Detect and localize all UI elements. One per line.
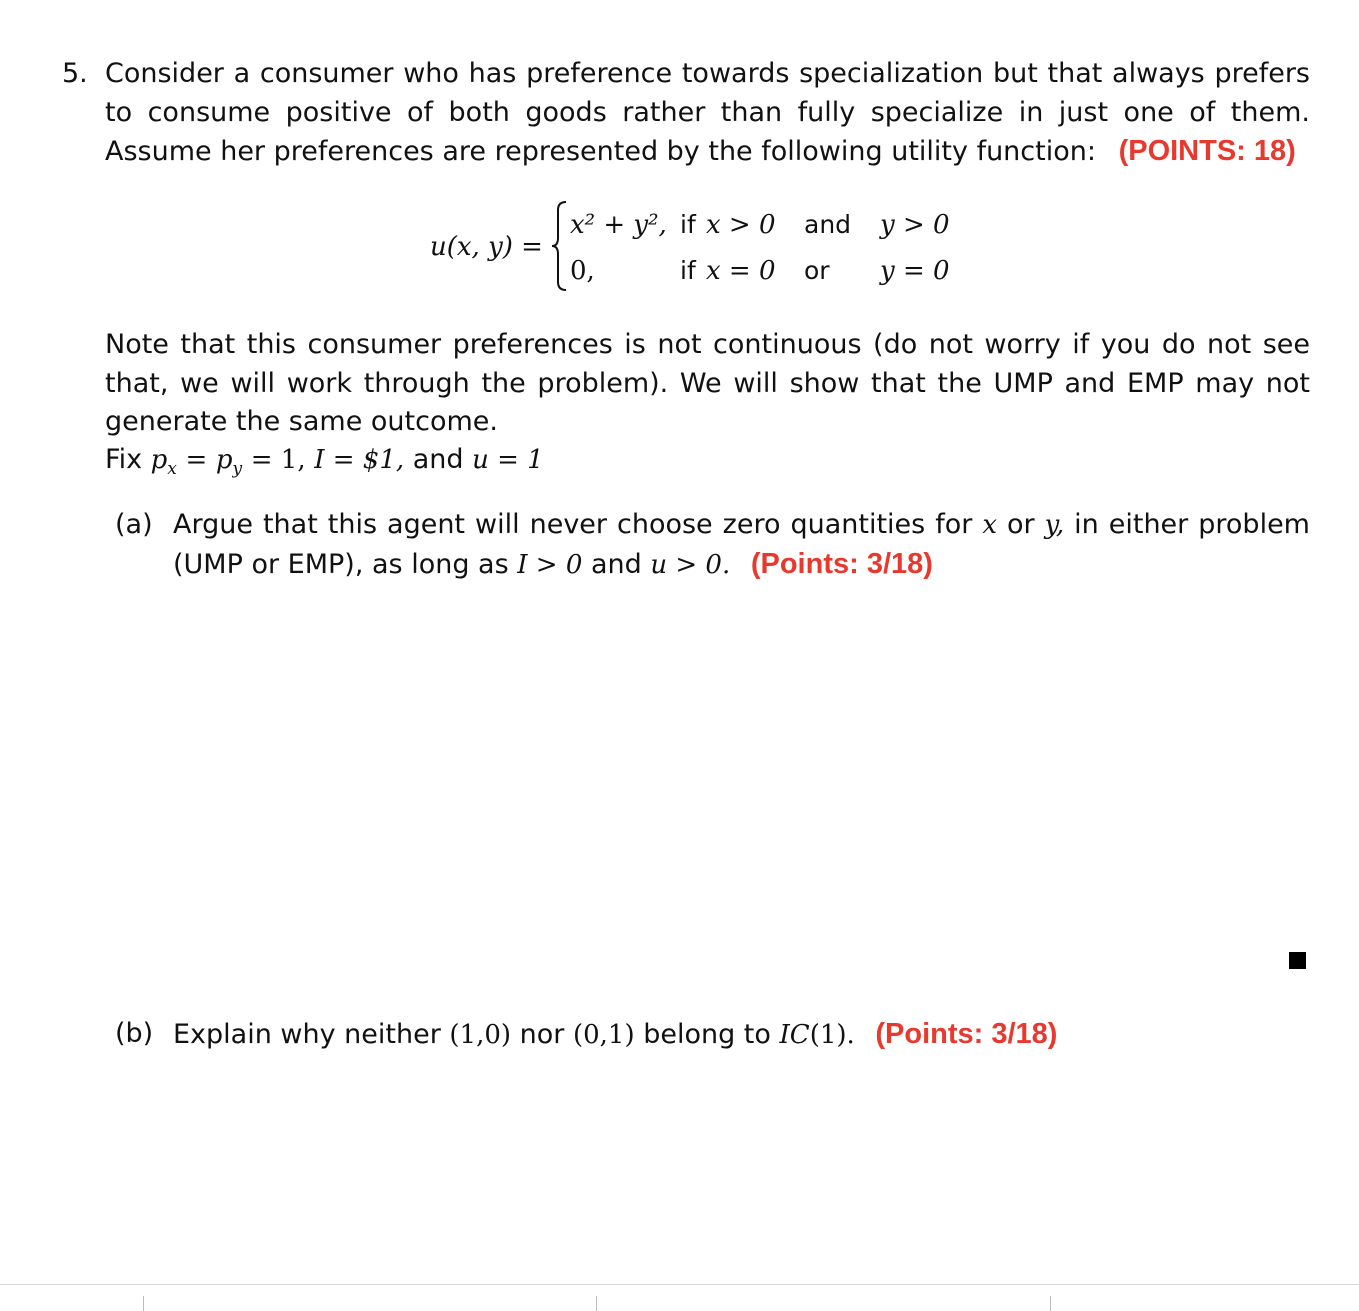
part-a-label: (a) [115, 509, 153, 540]
part-b-label: (b) [115, 1018, 154, 1049]
part-a-or: or [1007, 509, 1035, 540]
fix-and: and [412, 444, 464, 475]
case1-if: if [680, 210, 696, 239]
price-x-subscript: x [167, 459, 177, 480]
part-b-text-1: Explain why neither [173, 1019, 441, 1050]
ic-arg: (1). [809, 1020, 855, 1050]
utility-value: u = 1 [472, 445, 544, 475]
part-b-text-2: belong to [643, 1019, 771, 1050]
price-y-subscript: y [232, 459, 243, 480]
part-a-points: (Points: 3/18) [750, 547, 933, 580]
part-b-body [173, 1015, 1310, 1055]
part-a-body [173, 506, 1310, 584]
equation-lhs: u(x, y) = [430, 232, 543, 262]
case2-x-cond: x = 0 [706, 256, 776, 286]
ruler-tick [1050, 1296, 1051, 1311]
point-0-1: (0,1) [572, 1020, 635, 1050]
price-value: = 1, [250, 445, 306, 475]
case1-and: and [804, 210, 852, 239]
case2-or: or [804, 256, 830, 285]
part-a-text-2: in either problem (UMP or EMP), as long as [173, 509, 1310, 580]
ruler-tick [143, 1296, 144, 1311]
part-b-nor: nor [519, 1019, 565, 1050]
equals-sign: = [185, 445, 208, 475]
case2-y-cond: y = 0 [880, 256, 950, 286]
price-x [150, 445, 177, 480]
case2-expr: 0, [570, 256, 595, 286]
price-y [215, 445, 243, 480]
cond-utility: u > 0. [650, 549, 731, 580]
intro-text: Consider a consumer who has preference towards specialization but that always prefers to consume positive of both goods rather than fully specialize in just one of them. Assume her preferences are represented by the following utility function: [105, 58, 1310, 167]
question-number: 5. [62, 58, 88, 89]
cond-income: I > 0 [517, 549, 583, 580]
price-y-symbol: p [215, 445, 233, 475]
fix-label: Fix [105, 444, 143, 475]
fix-line [105, 441, 544, 480]
note-paragraph: Note that this consumer preferences is not continuous (do not worry if you do not see that, we will work through the problem). We will show that the UMP and EMP may not generate the same outcome. [105, 329, 1310, 437]
question-intro [105, 55, 1310, 172]
var-x: x [982, 510, 998, 540]
point-1-0: (1,0) [449, 1020, 512, 1050]
bottom-divider [0, 1284, 1359, 1285]
case2-if: if [680, 256, 696, 285]
left-brace [550, 200, 570, 292]
points-badge: (POINTS: 18) [1118, 135, 1296, 167]
part-b-points: (Points: 3/18) [875, 1018, 1058, 1050]
case1-expr: x² + y², [570, 210, 667, 240]
ruler-tick [596, 1296, 597, 1311]
case1-x-cond: x > 0 [706, 210, 776, 240]
case1-y-cond: y > 0 [880, 210, 950, 240]
ic-symbol: IC [779, 1020, 810, 1050]
part-a-text-1: Argue that this agent will never choose zero quantities for [173, 509, 973, 540]
income-value: I = $1, [314, 445, 405, 475]
qed-square [1289, 952, 1306, 969]
part-a-and: and [590, 548, 642, 580]
var-y: y, [1044, 510, 1065, 540]
indifference-curve [780, 1019, 855, 1050]
price-x-symbol: p [150, 445, 168, 475]
